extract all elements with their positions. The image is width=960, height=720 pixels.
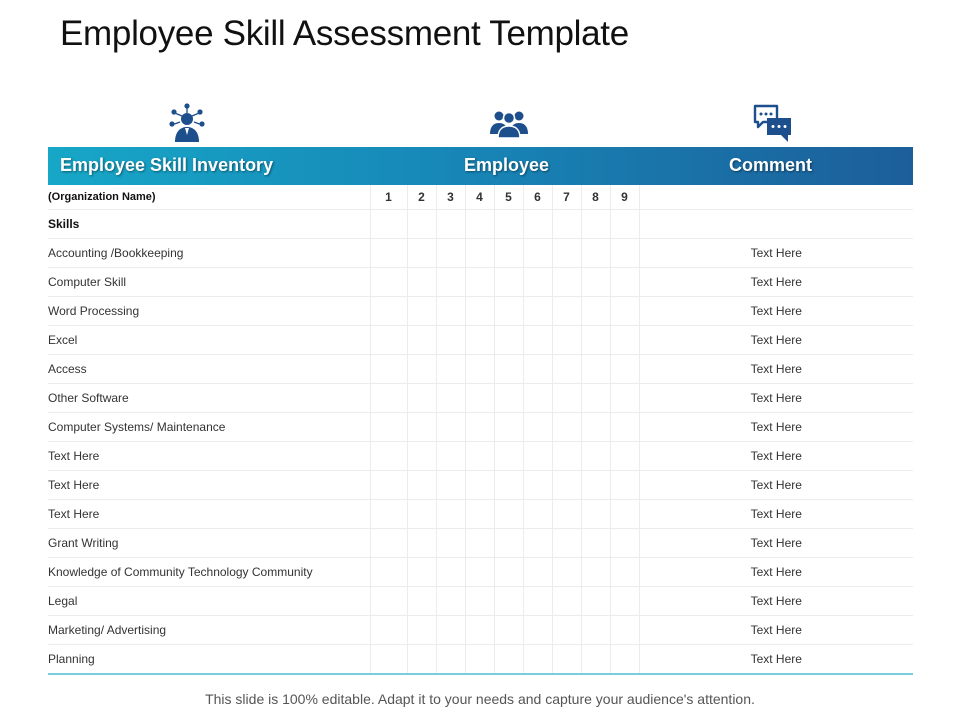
comment-cell: Text Here	[639, 500, 913, 529]
rating-cell	[407, 239, 436, 268]
rating-cell	[552, 210, 581, 239]
header-comment: Comment	[729, 155, 813, 175]
comment-cell: Text Here	[639, 384, 913, 413]
comment-cell: Text Here	[639, 471, 913, 500]
rating-cell	[370, 616, 407, 645]
rating-cell	[610, 500, 639, 529]
comment-cell: Text Here	[639, 616, 913, 645]
rating-cell	[581, 529, 610, 558]
rating-cell	[581, 239, 610, 268]
rating-cell	[465, 558, 494, 587]
comment-cell: Text Here	[639, 529, 913, 558]
rating-cell	[581, 558, 610, 587]
comment-cell	[639, 210, 913, 239]
rating-cell	[523, 587, 552, 616]
rating-cell	[610, 297, 639, 326]
rating-cell	[407, 616, 436, 645]
rating-cell	[436, 384, 465, 413]
rating-cell	[581, 500, 610, 529]
skill-name: Other Software	[48, 384, 370, 413]
rating-cell	[581, 297, 610, 326]
rating-cell	[610, 558, 639, 587]
rating-cell	[370, 529, 407, 558]
rating-cell	[436, 500, 465, 529]
rating-cell	[407, 529, 436, 558]
rating-cell	[370, 239, 407, 268]
rating-cell	[494, 471, 523, 500]
rating-cell	[465, 268, 494, 297]
rating-cell	[494, 384, 523, 413]
rating-cell	[610, 355, 639, 384]
rating-cell	[407, 587, 436, 616]
rating-cell	[610, 326, 639, 355]
rating-cell	[552, 268, 581, 297]
rating-cell	[610, 268, 639, 297]
rating-cell	[436, 326, 465, 355]
comment-cell: Text Here	[639, 645, 913, 675]
rating-cell	[494, 413, 523, 442]
rating-cell	[407, 413, 436, 442]
skill-name: Text Here	[48, 500, 370, 529]
rating-cell	[407, 500, 436, 529]
rating-cell	[465, 500, 494, 529]
rating-cell	[494, 587, 523, 616]
rating-cell	[494, 645, 523, 675]
rating-cell	[610, 384, 639, 413]
rating-cell	[494, 442, 523, 471]
rating-cell	[436, 558, 465, 587]
table-row	[48, 529, 913, 558]
rating-cell	[523, 500, 552, 529]
comment-cell: Text Here	[639, 297, 913, 326]
table-row	[48, 239, 913, 268]
page-title: Employee Skill Assessment Template	[60, 14, 629, 53]
rating-cell	[436, 471, 465, 500]
rating-cell	[465, 297, 494, 326]
rating-cell	[523, 210, 552, 239]
people-group-icon	[488, 102, 530, 144]
rating-cell	[581, 355, 610, 384]
rating-cell	[523, 616, 552, 645]
rating-cell	[494, 529, 523, 558]
rating-number-2: 2	[407, 185, 436, 210]
skill-table	[48, 185, 913, 675]
skill-name: Legal	[48, 587, 370, 616]
rating-cell	[370, 326, 407, 355]
table-row	[48, 442, 913, 471]
rating-cell	[552, 355, 581, 384]
comment-cell: Text Here	[639, 558, 913, 587]
rating-cell	[610, 645, 639, 675]
rating-cell	[523, 558, 552, 587]
rating-cell	[552, 558, 581, 587]
rating-cell	[465, 355, 494, 384]
rating-cell	[465, 471, 494, 500]
rating-cell	[552, 297, 581, 326]
comment-cell: Text Here	[639, 413, 913, 442]
organization-name-label: (Organization Name)	[48, 185, 370, 210]
rating-cell	[465, 616, 494, 645]
skill-name: Text Here	[48, 442, 370, 471]
rating-cell	[523, 268, 552, 297]
table-header-bar	[48, 147, 913, 185]
comment-cell: Text Here	[639, 239, 913, 268]
rating-number-8: 8	[581, 185, 610, 210]
rating-cell	[370, 558, 407, 587]
rating-cell	[407, 645, 436, 675]
rating-cell	[370, 471, 407, 500]
rating-cell	[610, 239, 639, 268]
footer-note: This slide is 100% editable. Adapt it to your needs and capture your audience's attention.	[205, 691, 755, 707]
rating-cell	[523, 442, 552, 471]
rating-cell	[581, 326, 610, 355]
rating-cell	[465, 326, 494, 355]
rating-cell	[581, 616, 610, 645]
table-row	[48, 616, 913, 645]
rating-cell	[436, 268, 465, 297]
table-row	[48, 268, 913, 297]
skill-name: Marketing/ Advertising	[48, 616, 370, 645]
rating-cell	[610, 471, 639, 500]
rating-cell	[552, 239, 581, 268]
rating-cell	[552, 529, 581, 558]
rating-cell	[465, 529, 494, 558]
table-row	[48, 355, 913, 384]
rating-cell	[370, 442, 407, 471]
skill-name: Planning	[48, 645, 370, 675]
rating-cell	[370, 500, 407, 529]
rating-cell	[581, 384, 610, 413]
person-network-icon	[166, 102, 208, 144]
rating-cell	[436, 297, 465, 326]
rating-cell	[494, 500, 523, 529]
rating-cell	[436, 616, 465, 645]
skill-name: Text Here	[48, 471, 370, 500]
rating-cell	[581, 413, 610, 442]
rating-cell	[552, 587, 581, 616]
rating-cell	[523, 355, 552, 384]
comment-cell: Text Here	[639, 326, 913, 355]
rating-cell	[407, 268, 436, 297]
rating-cell	[465, 413, 494, 442]
rating-cell	[407, 297, 436, 326]
rating-cell	[581, 471, 610, 500]
rating-number-7: 7	[552, 185, 581, 210]
rating-cell	[523, 326, 552, 355]
rating-cell	[610, 529, 639, 558]
table-row	[48, 500, 913, 529]
comment-cell	[639, 185, 913, 210]
table-row	[48, 471, 913, 500]
rating-cell	[465, 442, 494, 471]
skill-name: Knowledge of Community Technology Community	[48, 558, 370, 587]
rating-number-4: 4	[465, 185, 494, 210]
rating-cell	[581, 210, 610, 239]
rating-cell	[370, 268, 407, 297]
rating-cell	[610, 442, 639, 471]
comment-cell: Text Here	[639, 268, 913, 297]
rating-cell	[370, 587, 407, 616]
rating-cell	[610, 587, 639, 616]
skill-name: Accounting /Bookkeeping	[48, 239, 370, 268]
rating-cell	[407, 471, 436, 500]
comment-cell: Text Here	[639, 442, 913, 471]
rating-cell	[552, 471, 581, 500]
rating-number-6: 6	[523, 185, 552, 210]
rating-number-3: 3	[436, 185, 465, 210]
rating-cell	[436, 355, 465, 384]
rating-cell	[407, 355, 436, 384]
rating-cell	[370, 413, 407, 442]
rating-cell	[494, 268, 523, 297]
rating-number-1: 1	[370, 185, 407, 210]
rating-cell	[581, 268, 610, 297]
rating-cell	[523, 297, 552, 326]
skills-section-row	[48, 210, 913, 239]
rating-cell	[465, 239, 494, 268]
comment-cell: Text Here	[639, 355, 913, 384]
skills-section-label: Skills	[48, 210, 370, 239]
skill-name: Excel	[48, 326, 370, 355]
rating-cell	[370, 355, 407, 384]
rating-cell	[407, 210, 436, 239]
rating-cell	[436, 210, 465, 239]
rating-number-9: 9	[610, 185, 639, 210]
rating-cell	[523, 413, 552, 442]
rating-cell	[552, 500, 581, 529]
rating-cell	[523, 645, 552, 675]
rating-cell	[552, 442, 581, 471]
skill-name: Grant Writing	[48, 529, 370, 558]
rating-cell	[523, 471, 552, 500]
rating-cell	[494, 616, 523, 645]
rating-cell	[610, 210, 639, 239]
organization-row	[48, 185, 913, 210]
rating-cell	[436, 239, 465, 268]
rating-cell	[370, 384, 407, 413]
rating-cell	[407, 558, 436, 587]
skill-name: Computer Systems/ Maintenance	[48, 413, 370, 442]
rating-cell	[581, 587, 610, 616]
rating-cell	[494, 239, 523, 268]
rating-cell	[465, 645, 494, 675]
rating-cell	[465, 384, 494, 413]
rating-cell	[370, 297, 407, 326]
rating-cell	[436, 645, 465, 675]
rating-cell	[523, 384, 552, 413]
rating-cell	[523, 239, 552, 268]
table-row	[48, 326, 913, 355]
rating-cell	[552, 616, 581, 645]
table-row	[48, 413, 913, 442]
rating-cell	[370, 645, 407, 675]
rating-cell	[465, 587, 494, 616]
rating-cell	[494, 297, 523, 326]
rating-cell	[494, 558, 523, 587]
skill-name: Access	[48, 355, 370, 384]
table-row	[48, 587, 913, 616]
rating-cell	[552, 326, 581, 355]
skill-name: Computer Skill	[48, 268, 370, 297]
table-row	[48, 558, 913, 587]
rating-number-5: 5	[494, 185, 523, 210]
rating-cell	[436, 413, 465, 442]
table-row	[48, 645, 913, 675]
rating-cell	[436, 587, 465, 616]
comment-cell: Text Here	[639, 587, 913, 616]
rating-cell	[465, 210, 494, 239]
rating-cell	[552, 384, 581, 413]
rating-cell	[610, 413, 639, 442]
rating-cell	[436, 442, 465, 471]
rating-cell	[581, 645, 610, 675]
rating-cell	[436, 529, 465, 558]
header-skill-inventory: Employee Skill Inventory	[60, 155, 274, 175]
rating-cell	[610, 616, 639, 645]
rating-cell	[407, 384, 436, 413]
rating-cell	[552, 413, 581, 442]
table-row	[48, 297, 913, 326]
header-employee: Employee	[464, 155, 550, 175]
table-row	[48, 384, 913, 413]
rating-cell	[552, 645, 581, 675]
rating-cell	[494, 210, 523, 239]
skill-name: Word Processing	[48, 297, 370, 326]
rating-cell	[370, 210, 407, 239]
rating-cell	[494, 355, 523, 384]
chat-bubbles-icon	[752, 102, 794, 144]
rating-cell	[407, 326, 436, 355]
rating-cell	[581, 442, 610, 471]
rating-cell	[494, 326, 523, 355]
rating-cell	[407, 442, 436, 471]
rating-cell	[523, 529, 552, 558]
